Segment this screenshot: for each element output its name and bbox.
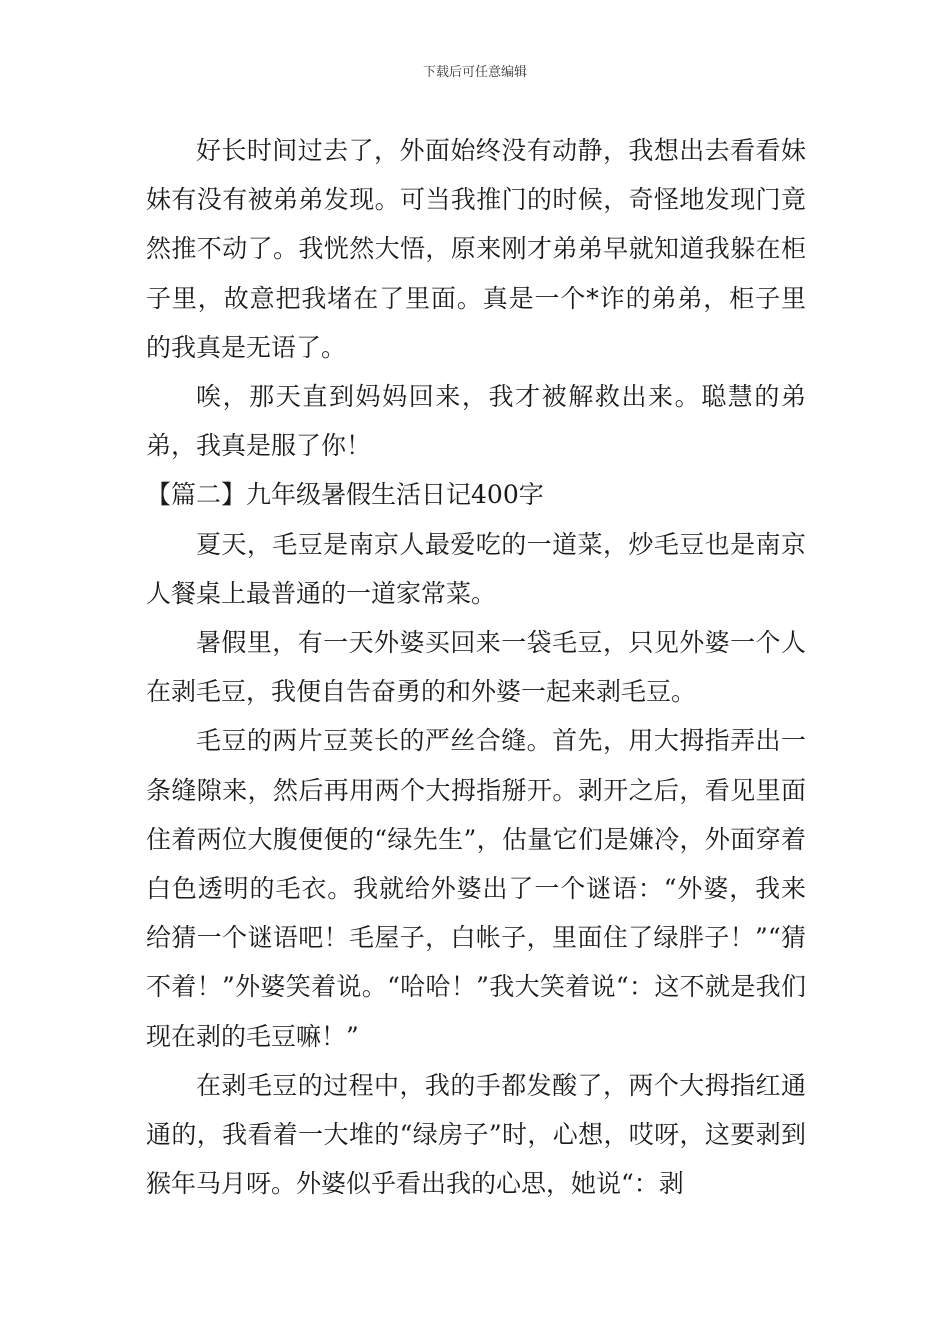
paragraph-2: 唉，那天直到妈妈回来，我才被解救出来。聪慧的弟弟，我真是服了你！ <box>146 382 806 461</box>
page-header-note: 下载后可任意编辑 <box>422 65 527 80</box>
section-title: 【篇二】九年级暑假生活日记400字 <box>146 480 544 510</box>
section-paragraph-2: 暑假里，有一天外婆买回来一袋毛豆，只见外婆一个人在剥毛豆，我便自告奋勇的和外婆一起来剥毛豆。 <box>146 628 806 707</box>
section-paragraph-1: 夏天，毛豆是南京人最爱吃的一道菜，炒毛豆也是南京人餐桌上最普通的一道家常菜。 <box>146 529 806 608</box>
section-paragraph-3: 毛豆的两片豆荚长的严丝合缝。首先，用大拇指弄出一条缝隙来，然后再用两个大拇指掰开。剥开之后，看见里面住着两位大腹便便的“绿先生”，估量它们是嫌冷，外面穿着白色透明的毛衣。我就给外婆出了一个谜语：“外婆，我来给猜一个谜语吧！毛屋子，白帐子，里面住了绿胖子！”“猜不着！”外婆笑着说。“哈哈！”我大笑着说“：这不就是我们现在剥的毛豆嘛！” <box>146 726 806 1051</box>
document-body <box>146 126 806 1208</box>
paragraph-1: 好长时间过去了，外面始终没有动静，我想出去看看妹妹有没有被弟弟发现。可当我推门的时候，奇怪地发现门竟然推不动了。我恍然大悟，原来刚才弟弟早就知道我躲在柜子里，故意把我堵在了里面。真是一个*诈的弟弟，柜子里的我真是无语了。 <box>146 136 806 362</box>
section-paragraph-4: 在剥毛豆的过程中，我的手都发酸了，两个大拇指红通通的，我看着一大堆的“绿房子”时，心想，哎呀，这要剥到猴年马月呀。外婆似乎看出我的心思，她说“：剥 <box>146 1070 806 1199</box>
